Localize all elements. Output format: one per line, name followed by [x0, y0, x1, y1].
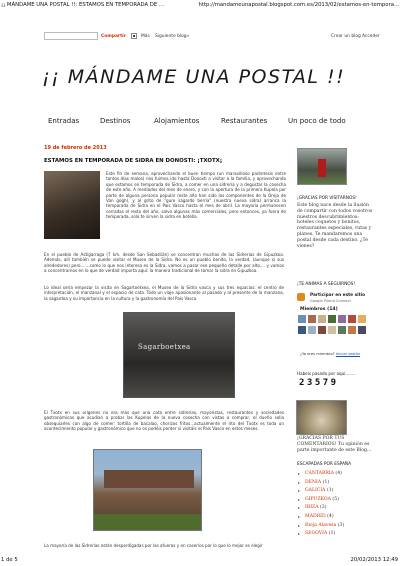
share-button[interactable]: Compartir	[101, 34, 126, 39]
print-timestamp: 20/02/2013 12:49	[350, 557, 398, 563]
list-item[interactable]	[297, 470, 377, 479]
archive-name[interactable]: GIPUZKOA	[305, 496, 331, 502]
sidebar-thanks-text: ¡GRACIAS POR TUS COMENTARIOS! Tu opinión es parte importante de este Blog...	[297, 436, 372, 453]
post-image-sidra-pour[interactable]	[44, 171, 100, 239]
list-item[interactable]	[297, 504, 377, 513]
archive-count: (3)	[337, 522, 345, 528]
visit-counter: 23579	[299, 378, 339, 388]
print-footer	[0, 554, 400, 566]
search-input[interactable]	[44, 32, 98, 40]
archive-name[interactable]: IBIZA	[305, 505, 319, 511]
avatar[interactable]	[328, 315, 336, 323]
caserio-grass	[94, 514, 201, 530]
print-header-title: ¡¡ MÁNDAME UNA POSTAL !!: ESTAMOS EN TEMPORADA DE ...	[1, 2, 164, 8]
members-avatar-grid	[298, 315, 366, 346]
blogger-navbar	[44, 30, 382, 44]
archive-count: (3)	[319, 505, 327, 511]
avatar[interactable]	[298, 315, 306, 323]
post-date: 19 de febrero de 2013	[44, 145, 107, 151]
menu-item-entradas[interactable]: Entradas	[48, 117, 80, 125]
archive-name[interactable]: GALICIA	[305, 488, 326, 494]
sidebar-about-title: ¡GRACIAS POR VISITARNOS!	[297, 196, 357, 201]
members-question: ¿Ya eres miembro?	[300, 352, 335, 356]
avatar[interactable]	[298, 326, 306, 334]
archive-count: (1)	[322, 479, 330, 485]
avatar[interactable]	[308, 315, 316, 323]
avatar[interactable]	[338, 315, 346, 323]
avatar[interactable]	[348, 326, 356, 334]
blog-title[interactable]: ¡¡ MÁNDAME UNA POSTAL !!	[42, 66, 346, 88]
avatar[interactable]	[348, 315, 356, 323]
sidebar-about-text: Este blog nace desde la ilusión de compartir con todos vosotros nuestros descubrimientos: hoteles coquetos y bonitos, restaurantes especiales, rutas y planes. Te mandaremos una postal desde cada destino. ¿Te vienes?	[297, 203, 373, 249]
list-item[interactable]	[297, 530, 377, 539]
sidebar-follow-title: ¡TE ANIMAS A SEGUIRNOS!	[297, 282, 356, 287]
post-intro-paragraph: Este fin de semana, aprovechando el buen tiempo (un maravilloso paréntesis entre tantos días malos) nos fuimos ido hasta Donosti a visitar a la familia, y aprovechando que estamos en temporada de Sidra, a comer en una sidrería y a degustar la cosecha de este año. A mediados del mes de enero, y con la apertura de la primera Kupela por parte de alguna persona popular (este año han sido los componentes de la Oreja de Van gogh), y al grito de "gure sagardo berria" (nuestra nueva sidra) arranca la temporada de Sidra en el País Vasco hasta el mes de abril. La mayoría permanecen cerradas el resto del año, salvo algunas más comerciales, pero entonces, ya fuera de temporada, solo te sirven la sidra en botella.	[106, 171, 286, 220]
post-title[interactable]: ESTAMOS EN TEMPORADA DE SIDRA EN DONOSTI: ¡TXOTX¡	[44, 158, 223, 164]
menu-item-un-poco-de-todo[interactable]: Un poco de todo	[288, 117, 346, 125]
archive-title: ESCAPADAS POR ESPAÑA	[297, 462, 352, 467]
list-item[interactable]	[297, 496, 377, 505]
list-item[interactable]	[297, 479, 377, 488]
archive-name[interactable]: DENIA	[305, 479, 322, 485]
sidebar-mailbox-image	[297, 148, 347, 185]
follow-icon	[297, 293, 305, 301]
post-image-museo[interactable]	[123, 312, 235, 398]
print-header	[0, 0, 400, 14]
members-title: Miembros (14)	[300, 307, 338, 312]
visits-title: Habeis pasado por aquí........	[297, 371, 356, 376]
archive-list	[297, 470, 377, 539]
sidebar-thanks-image	[296, 400, 347, 435]
main-menu	[48, 117, 368, 129]
archive-count: (5)	[332, 496, 339, 502]
post-image-caserio[interactable]	[93, 449, 202, 531]
archive-name[interactable]: CANTABRIA	[305, 471, 334, 476]
avatar[interactable]	[318, 326, 326, 334]
avatar[interactable]	[338, 326, 346, 334]
print-header-url: http://mandameunapostal.blogspot.com.es/2013/02/estamos-en-tempora...	[198, 2, 399, 8]
post-paragraph-astigarraga: En el pueblo de Astigarraga (7 km. desde San Sebastián) se concentran muchas de las Sidrerías de Gipuzkoa. Además, allí también se puede visitar el Museo de la Sidra. No es un pueblo bonito, la verdad, (aunque sí sus alrededores) pero.......como lo que nos interesa es la Sidra, vamos a pasar ese pequeño detalle por alto.... y vamos a concentrarnos en lo que de verdad importa aquí: la manera tradicional de tomar la sidra en Gipuzkoa.	[44, 252, 284, 274]
more-icon[interactable]: ▪	[132, 33, 136, 38]
follow-button[interactable]: Participar en este sitio	[310, 293, 366, 298]
print-page-number: 1 de 5	[1, 557, 18, 563]
archive-count: (4)	[327, 513, 334, 519]
list-item[interactable]	[297, 513, 377, 522]
post-paragraph-txotx: El Txotx en sus orígenes no era más que una cata entre sidrerías, mayoristas, restaurantes y sociedades gastronómicas que acudían a probar las Kupelas de la nueva cosecha con vistas a comprar, el dueño solía obsequiarles con algo de comer: tortilla de bacalao, chorizos fritos...actualmente el rito del Txotx es toda un acontecimiento popular y gastronómico que no os podéis perder si visitáis el País Vasco en estos meses.	[44, 410, 284, 432]
archive-count: (1)	[328, 531, 336, 537]
archive-name[interactable]: SEGOVIA	[305, 531, 328, 537]
museo-sign-text: Sagarboetxea	[138, 343, 191, 351]
login-link[interactable]: Acceder	[362, 34, 380, 39]
list-item[interactable]	[297, 487, 377, 496]
avatar[interactable]	[308, 326, 316, 334]
menu-item-destinos[interactable]: Destinos	[100, 117, 131, 125]
avatar[interactable]	[358, 315, 366, 323]
avatar[interactable]	[328, 326, 336, 334]
archive-count: (4)	[335, 471, 342, 476]
post-paragraph-museo: Lo ideal sería empezar la visita en Sagartoetxea, el Museo de la Sidra vasca y sus tres espacios: el centro de interpretación, el manzanal y el espacio de cata. Todo un viaje apasionante al pasado y al presente de la manzana, la sagardoa y su importancia en la cultura y la gastronomía del País Vasco.	[44, 285, 284, 301]
menu-item-alojamientos[interactable]: Alojamientos	[154, 117, 200, 125]
more-link[interactable]: Más	[141, 34, 150, 39]
members-login-link[interactable]: Iniciar sesión	[335, 352, 361, 356]
archive-name[interactable]: Rioja Alavesa	[305, 522, 337, 528]
follow-sub-label: Google Friend Connect	[310, 299, 351, 303]
create-blog-link[interactable]: Crear un blog	[331, 34, 361, 39]
post-paragraph-sidrerias: La mayoría de las Sidrerías están desperdigadas por las afueras y en caseríos por lo que lo mejor es elegir	[44, 543, 263, 548]
members-login-line	[300, 352, 360, 356]
next-blog-link[interactable]: Siguiente blog»	[155, 34, 190, 39]
archive-count: (1)	[326, 488, 334, 494]
menu-item-restaurantes[interactable]: Restaurantes	[221, 117, 268, 125]
avatar[interactable]	[318, 315, 326, 323]
list-item[interactable]	[297, 522, 377, 531]
mailbox-shape	[318, 159, 326, 177]
archive-name[interactable]: MADRID	[305, 513, 326, 519]
caserio-roof	[104, 470, 194, 488]
avatar[interactable]	[358, 326, 366, 334]
